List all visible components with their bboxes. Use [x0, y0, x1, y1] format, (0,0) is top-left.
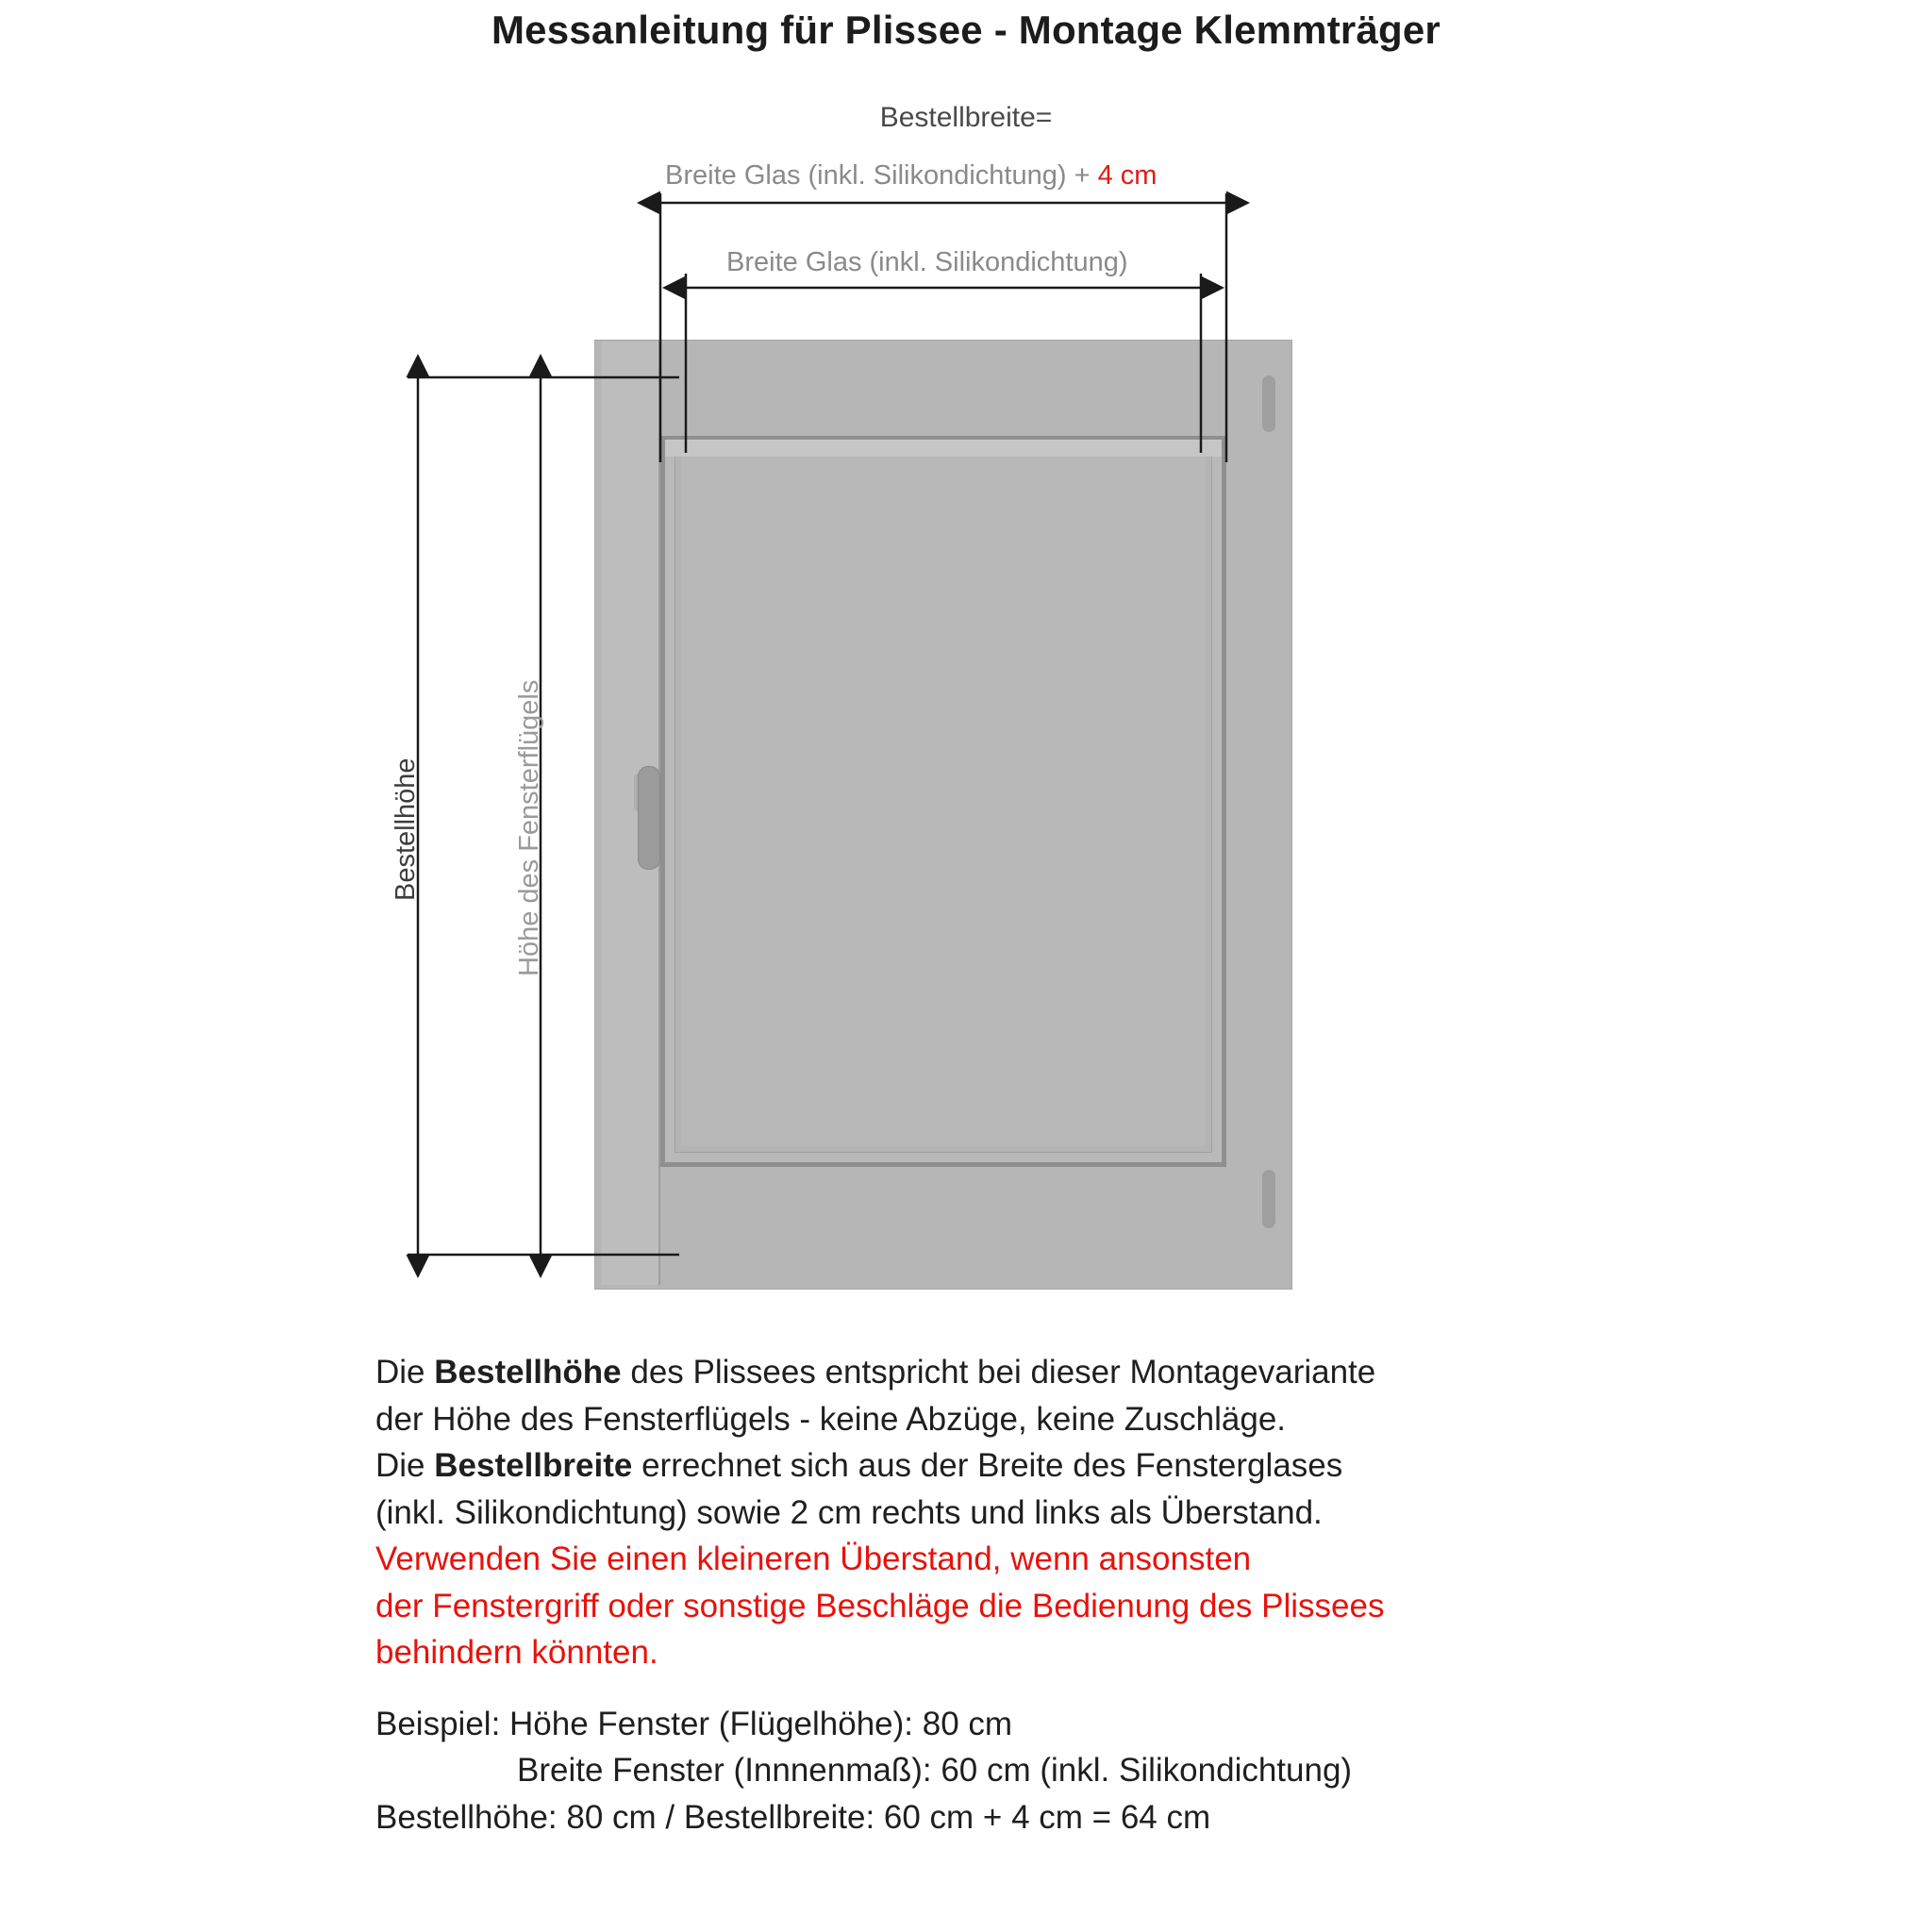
warning-line-2: der Fenstergriff oder sonstige Beschläge die Bedienung des Plissees [375, 1587, 1385, 1624]
glass-width-label: Breite Glas (inkl. Silikondichtung) [726, 247, 1128, 277]
desc-3-pre: Die [375, 1447, 435, 1484]
window-sash [660, 436, 1226, 1167]
sash-top-rail [665, 440, 1222, 457]
window-hinge-top-icon [1262, 375, 1275, 432]
example-line-1: Beispiel: Höhe Fenster (Flügelhöhe): 80 cm [375, 1705, 1013, 1742]
order-width-formula-label [665, 160, 1157, 192]
order-width-label: Bestellbreite= [879, 102, 1053, 133]
window-hinge-bottom-icon [1262, 1170, 1275, 1228]
warning-line-3: behindern könnten. [375, 1634, 658, 1671]
desc-1-pre: Die [375, 1354, 435, 1391]
order-width-formula-text: Breite Glas (inkl. Silikondichtung) + [665, 160, 1098, 191]
description-line-2: der Höhe des Fensterflügels - keine Abzüge, keine Zuschläge. [375, 1400, 1287, 1438]
desc-1-bold: Bestellhöhe [434, 1354, 622, 1391]
order-height-label: Bestellhöhe [391, 758, 421, 901]
warning-line-1: Verwenden Sie einen kleineren Überstand, wenn ansonsten [375, 1541, 1252, 1577]
example-line-3: Bestellhöhe: 80 cm / Bestellbreite: 60 cm + 4 cm = 64 cm [375, 1798, 1211, 1836]
order-width-addition-value: 4 cm [1097, 160, 1158, 191]
sash-inner-frame [675, 450, 1212, 1153]
description-line-3 [375, 1444, 1602, 1488]
sash-height-label: Höhe des Fensterflügels [514, 679, 544, 976]
desc-3-post: errechnet sich aus der Breite des Fensterglases [632, 1447, 1343, 1484]
description-line-4: (inkl. Silikondichtung) sowie 2 cm rechts und links als Überstand. [375, 1493, 1323, 1531]
description-line-1 [375, 1351, 1602, 1394]
desc-3-bold: Bestellbreite [434, 1447, 633, 1484]
desc-1-post: des Plissees entspricht bei dieser Montagevariante [621, 1354, 1376, 1391]
page-title: Messanleitung für Plissee - Montage Klemmträger [491, 8, 1441, 52]
example-line-2-wrapper [375, 1749, 1602, 1792]
window-glass [681, 457, 1206, 1146]
example-line-2: Breite Fenster (Innnenmaß): 60 cm (inkl. Silikondichtung) [517, 1752, 1353, 1789]
window-handle-icon [638, 766, 660, 870]
text-spacer [375, 1678, 1602, 1703]
description-block [375, 1351, 1602, 1842]
